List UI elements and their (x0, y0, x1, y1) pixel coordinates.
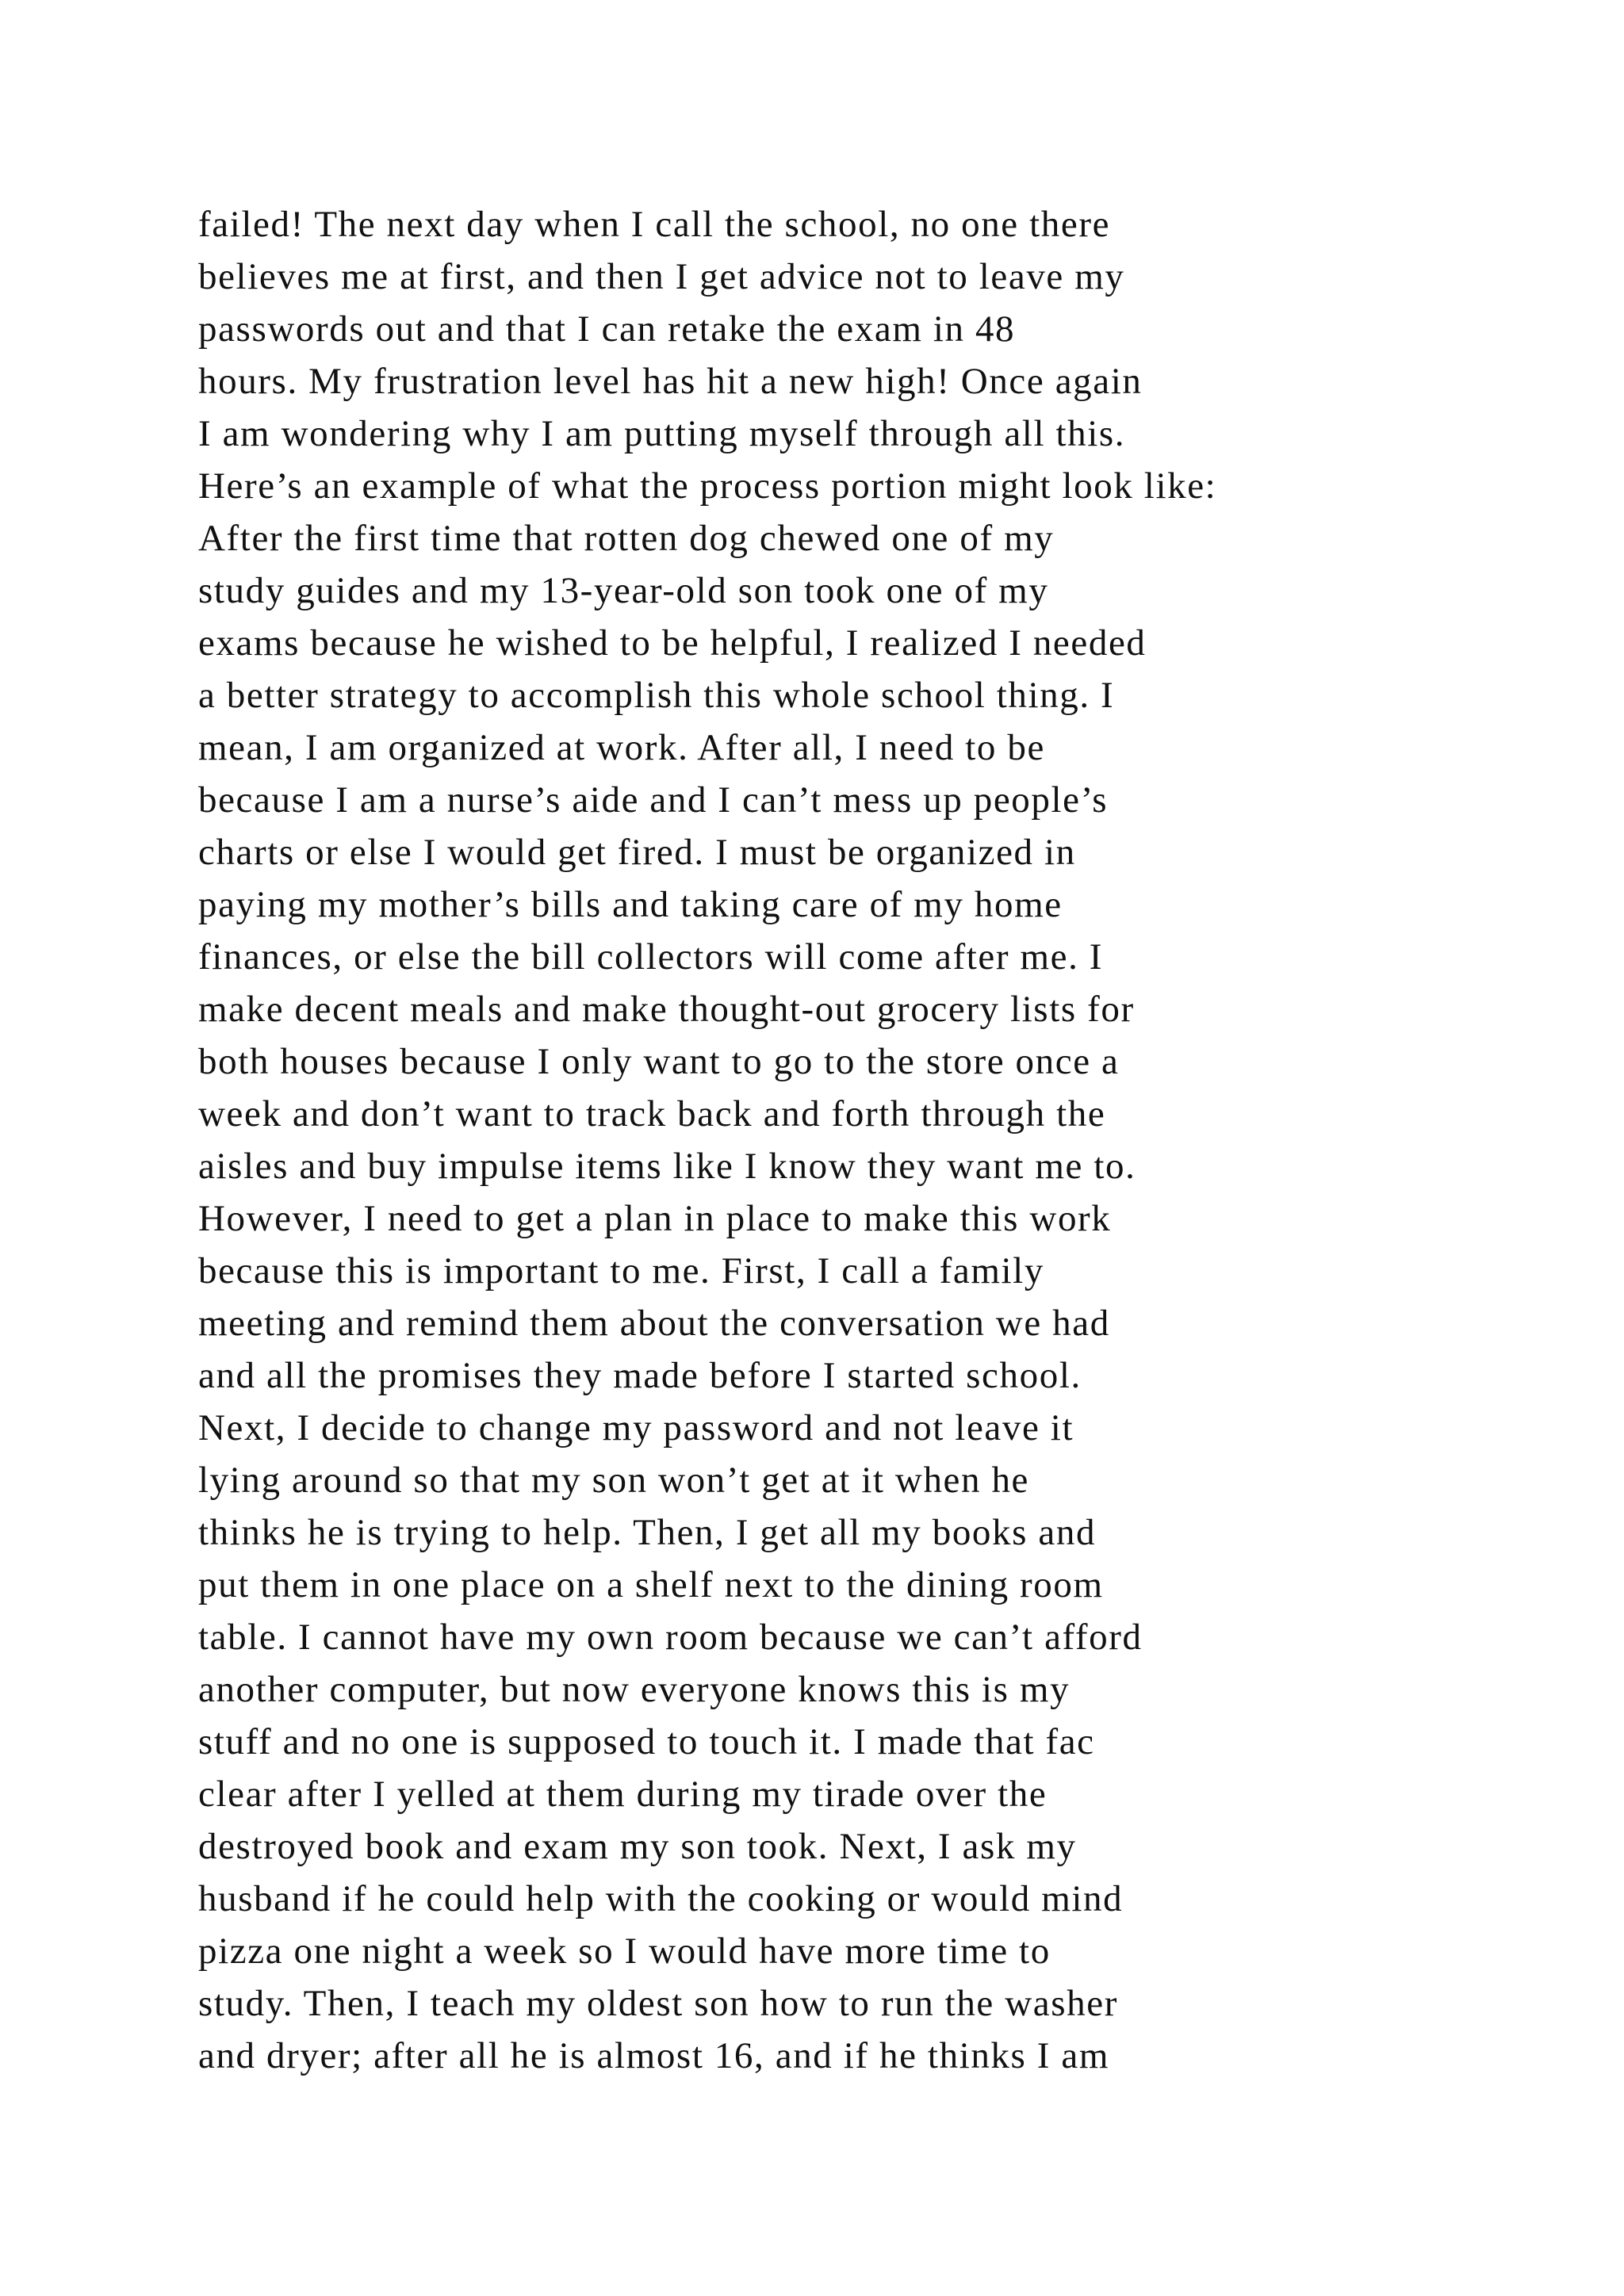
text-line: believes me at first, and then I get advice not to leave my (198, 256, 1125, 297)
text-line: charts or else I would get fired. I must be organized in (198, 832, 1076, 873)
text-line: exams because he wished to be helpful, I realized I needed (198, 622, 1147, 664)
text-line: mean, I am organized at work. After all, I need to be (198, 727, 1045, 768)
text-line: both houses because I only want to go to the store once a (198, 1041, 1120, 1082)
text-line: lying around so that my son won’t get at it when he (198, 1460, 1030, 1501)
text-line: failed! The next day when I call the school, no one there (198, 204, 1111, 245)
text-line: finances, or else the bill collectors will come after me. I (198, 936, 1104, 978)
text-line: and dryer; after all he is almost 16, and if he thinks I am (198, 2035, 1109, 2076)
body-text (198, 198, 1594, 2082)
text-line: because I am a nurse’s aide and I can’t mess up people’s (198, 779, 1109, 821)
text-line: a better strategy to accomplish this whole school thing. I (198, 675, 1115, 716)
text-line: After the first time that rotten dog chewed one of my (198, 518, 1055, 559)
text-line: I am wondering why I am putting myself through all this. (198, 413, 1126, 454)
text-line: Next, I decide to change my password and not leave it (198, 1407, 1074, 1448)
text-line: husband if he could help with the cooking or would mind (198, 1878, 1124, 1919)
text-line: because this is important to me. First, I call a family (198, 1250, 1044, 1292)
text-line: study. Then, I teach my oldest son how to run the washer (198, 1983, 1118, 2024)
text-line: thinks he is trying to help. Then, I get all my books and (198, 1512, 1097, 1553)
text-line: put them in one place on a shelf next to the dining room (198, 1564, 1104, 1605)
text-line: hours. My frustration level has hit a new high! Once again (198, 361, 1143, 402)
text-line: paying my mother’s bills and taking care of my home (198, 884, 1063, 925)
text-line: make decent meals and make thought-out grocery lists for (198, 989, 1135, 1030)
text-line: week and don’t want to track back and forth through the (198, 1093, 1106, 1135)
text-line: passwords out and that I can retake the exam in 48 (198, 308, 1016, 350)
text-line: and all the promises they made before I started school. (198, 1355, 1082, 1396)
text-line: destroyed book and exam my son took. Next, I ask my (198, 1826, 1077, 1867)
text-line: table. I cannot have my own room because we can’t afford (198, 1617, 1143, 1658)
text-line: clear after I yelled at them during my tirade over the (198, 1774, 1048, 1815)
text-line: aisles and buy impulse items like I know they want me to. (198, 1146, 1136, 1187)
text-line: pizza one night a week so I would have more time to (198, 1931, 1051, 1972)
text-line: Here’s an example of what the process portion might look like: (198, 465, 1217, 507)
text-line: stuff and no one is supposed to touch it. I made that fac (198, 1721, 1095, 1762)
text-line: meeting and remind them about the conversation we had (198, 1303, 1110, 1344)
text-line: another computer, but now everyone knows this is my (198, 1669, 1071, 1710)
text-line: study guides and my 13-year-old son took one of my (198, 570, 1049, 611)
text-line: However, I need to get a plan in place to make this work (198, 1198, 1112, 1239)
